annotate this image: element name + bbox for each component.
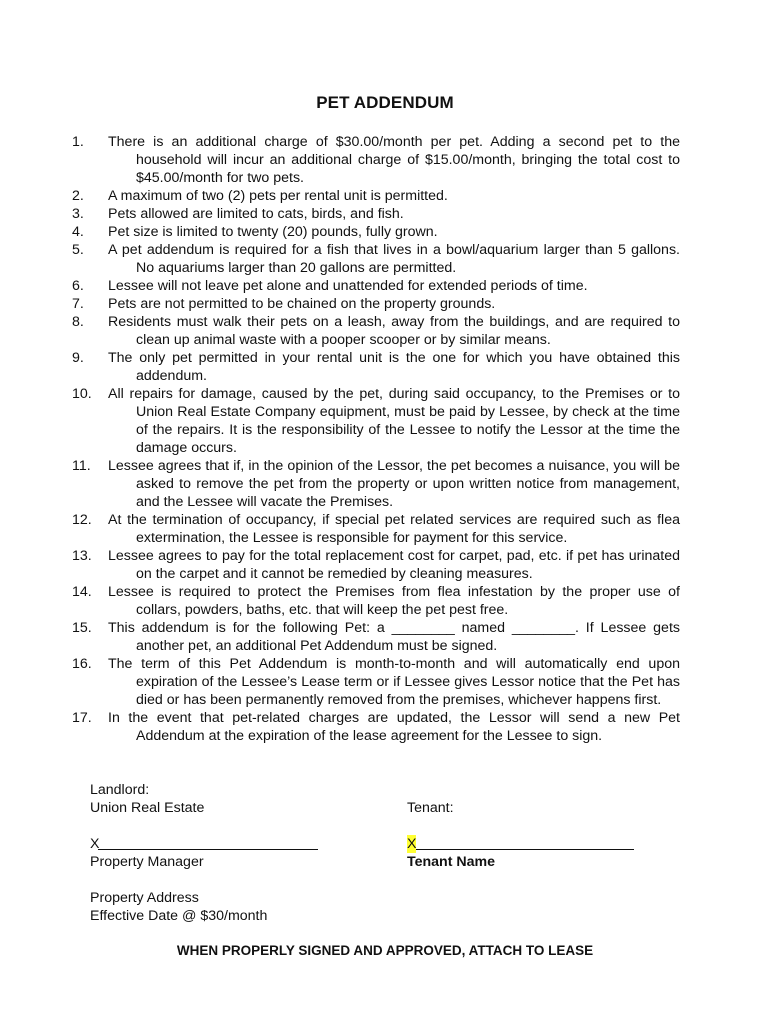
tenant-sign-mark[interactable]: X [407, 836, 417, 852]
addendum-item [72, 547, 680, 583]
tenant-name-label: Tenant Name [407, 854, 496, 870]
item-text: Lessee is required to protect the Premises from flea infestation by the proper use of collars, powders, baths, etc. that will keep the pet pest free. [108, 584, 680, 618]
landlord-heading: Landlord: [90, 782, 150, 798]
item-text: Pet size is limited to twenty (20) pounds, fully grown. [108, 224, 438, 240]
addendum-item [72, 241, 680, 277]
item-number: 13. [72, 548, 92, 564]
item-number: 10. [72, 386, 92, 402]
addendum-item [72, 187, 680, 205]
property-address-label: Property Address [90, 890, 199, 906]
item-number: 6. [72, 278, 84, 294]
item-number: 12. [72, 512, 92, 528]
item-number: 14. [72, 584, 92, 600]
item-number: 4. [72, 224, 84, 240]
item-text: Pets allowed are limited to cats, birds, and fish. [108, 206, 404, 222]
item-text: In the event that pet-related charges are updated, the Lessor will send a new Pet Addendum at the expiration of the lease agreement for the Lessee to sign. [108, 710, 680, 744]
addendum-item [72, 223, 680, 241]
landlord-sign-mark: X [90, 836, 100, 852]
landlord-company: Union Real Estate [90, 800, 205, 816]
document-title: PET ADDENDUM [316, 93, 454, 112]
addendum-item [72, 655, 680, 709]
item-number: 7. [72, 296, 84, 312]
effective-date-label: Effective Date @ $30/month [90, 908, 268, 924]
tenant-heading: Tenant: [407, 800, 454, 816]
item-text: Lessee will not leave pet alone and unattended for extended periods of time. [108, 278, 588, 294]
tenant-signature-line[interactable] [416, 849, 634, 850]
item-text: The term of this Pet Addendum is month-to-month and will automatically end upon expiration of the Lessee’s Lease term or if Lessee gives Lessor notice that the Pet has died or has been permanently removed from the premises, whichever happens first. [108, 656, 680, 708]
item-text: All repairs for damage, caused by the pet, during said occupancy, to the Premises or to Union Real Estate Company equipment, must be paid by Lessee, by check at the time of the repairs. It is the responsibility of the Lessee to notify the Lessor at the time the damage occurs. [108, 386, 680, 456]
item-text: Lessee agrees to pay for the total replacement cost for carpet, pad, etc. if pet has urinated on the carpet and it cannot be remedied by cleaning measures. [108, 548, 680, 582]
item-number: 15. [72, 620, 92, 636]
item-number: 2. [72, 188, 84, 204]
item-text: Pets are not permitted to be chained on the property grounds. [108, 296, 496, 312]
addendum-item [72, 583, 680, 619]
addendum-items-list [72, 133, 680, 745]
item-text: At the termination of occupancy, if special pet related services are required such as flea extermination, the Lessee is responsible for payment for this service. [108, 512, 680, 546]
addendum-item [72, 709, 680, 745]
addendum-item [72, 511, 680, 547]
landlord-role: Property Manager [90, 854, 204, 870]
addendum-item [72, 385, 680, 457]
footer-instruction: WHEN PROPERLY SIGNED AND APPROVED, ATTACH TO LEASE [176, 943, 594, 958]
item-text: This addendum is for the following Pet: a ________ named ________. If Lessee gets another pet, an additional Pet Addendum must be signed. [108, 620, 680, 654]
landlord-signature-line[interactable] [98, 849, 318, 850]
item-text: Residents must walk their pets on a leash, away from the buildings, and are required to clean up animal waste with a pooper scooper or by similar means. [108, 314, 680, 348]
item-number: 5. [72, 242, 84, 258]
addendum-item [72, 277, 680, 295]
item-text: A maximum of two (2) pets per rental unit is permitted. [108, 188, 448, 204]
item-number: 9. [72, 350, 84, 366]
item-text: The only pet permitted in your rental unit is the one for which you have obtained this addendum. [108, 350, 680, 384]
item-number: 11. [72, 458, 91, 474]
item-number: 17. [72, 710, 92, 726]
item-text: A pet addendum is required for a fish that lives in a bowl/aquarium larger than 5 gallons. No aquariums larger than 20 gallons are permitted. [108, 242, 680, 276]
item-text: Lessee agrees that if, in the opinion of the Lessor, the pet becomes a nuisance, you will be asked to remove the pet from the property or upon written notice from management, and the Lessee will vacate the Premises. [108, 458, 680, 510]
addendum-item [72, 457, 680, 511]
item-number: 8. [72, 314, 84, 330]
item-number: 3. [72, 206, 84, 222]
addendum-item [72, 295, 680, 313]
item-number: 1. [72, 134, 84, 150]
addendum-item [72, 205, 680, 223]
addendum-item [72, 313, 680, 349]
addendum-item [72, 349, 680, 385]
item-text: There is an additional charge of $30.00/month per pet. Adding a second pet to the household will incur an additional charge of $15.00/month, bringing the total cost to $45.00/month for two pets. [108, 134, 680, 186]
addendum-item [72, 133, 680, 187]
item-number: 16. [72, 656, 92, 672]
addendum-item [72, 619, 680, 655]
